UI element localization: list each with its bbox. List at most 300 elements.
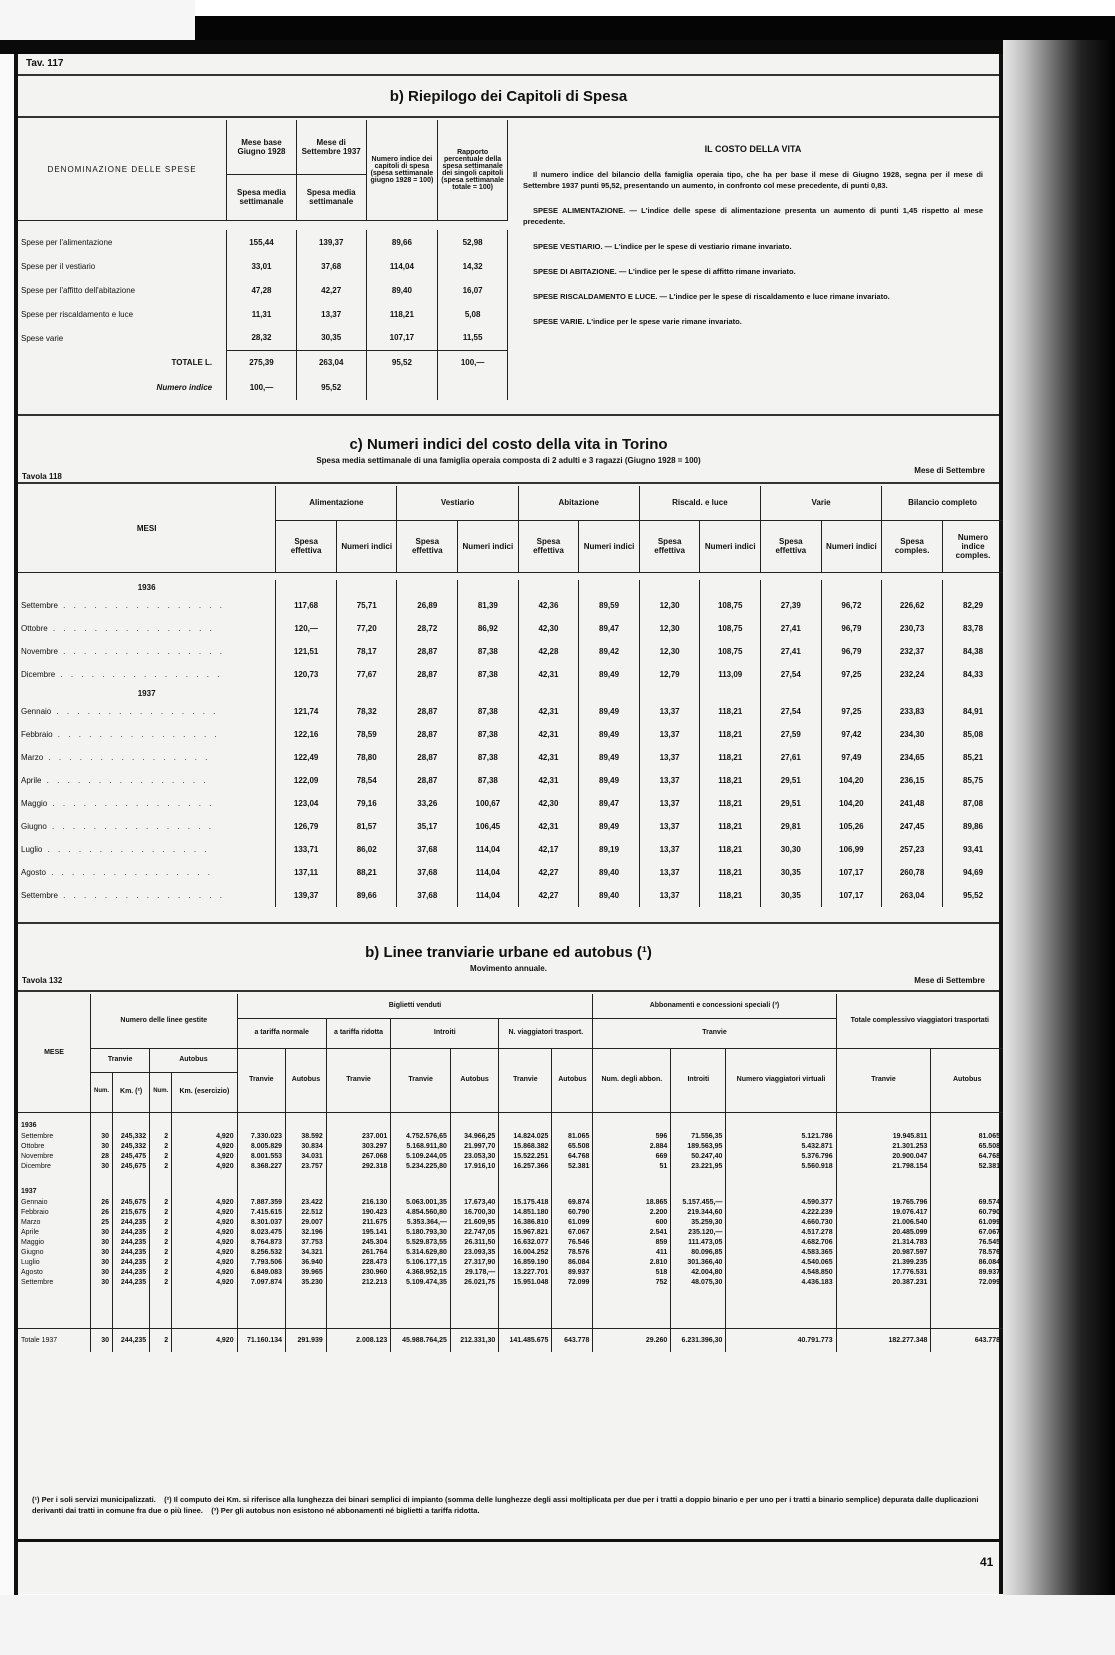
cell <box>639 580 700 594</box>
cell <box>450 1186 498 1198</box>
cell: 518 <box>593 1268 671 1278</box>
cell: 8.764.873 <box>237 1238 285 1248</box>
cell: 8.001.553 <box>237 1152 285 1162</box>
table-row <box>18 1248 1003 1258</box>
group-abb-tranvie: Tranvie <box>593 1018 836 1048</box>
cell: 245,675 <box>113 1198 150 1208</box>
cell: 752 <box>593 1278 671 1288</box>
cell: 5.529.873,55 <box>391 1238 451 1248</box>
cell <box>821 686 882 700</box>
cell: 226,62 <box>882 594 943 617</box>
cell: 8.005.829 <box>237 1142 285 1152</box>
row-label: Spese varie <box>21 333 64 343</box>
cell: 42,31 <box>518 746 579 769</box>
cell <box>593 1120 671 1132</box>
cell: 228.473 <box>326 1258 391 1268</box>
month-label <box>18 746 276 769</box>
cell: 263,04 <box>882 884 943 907</box>
cell: 16.386.810 <box>499 1218 552 1228</box>
cell: 107,17 <box>821 861 882 884</box>
cell: 89,49 <box>579 746 640 769</box>
cell: 61.099 <box>552 1218 593 1228</box>
cell: 189.563,95 <box>671 1142 726 1152</box>
cell: 27,41 <box>760 617 821 640</box>
cell: 4.222.239 <box>726 1208 836 1218</box>
cell: 2.541 <box>593 1228 671 1238</box>
cell: 7.887.359 <box>237 1198 285 1208</box>
cell: 5.063.001,35 <box>391 1198 451 1208</box>
month-label <box>18 769 276 792</box>
cell: 2.008.123 <box>326 1328 391 1352</box>
cell: 2 <box>150 1268 172 1278</box>
spacer <box>18 1112 91 1120</box>
cell <box>671 1112 726 1120</box>
cell: 30 <box>91 1228 113 1238</box>
cell <box>326 1172 391 1186</box>
cell: 33,26 <box>397 792 458 815</box>
cell <box>726 1288 836 1328</box>
group-abitazione: Abitazione <box>518 486 639 520</box>
leader-dots: . . . . . . . . . . . . . . . . <box>52 730 220 739</box>
cell: 247,45 <box>882 815 943 838</box>
cell: 42,30 <box>518 792 579 815</box>
cell: 2 <box>150 1152 172 1162</box>
cell: 245,475 <box>113 1152 150 1162</box>
group-linee-tranvie: Tranvie <box>91 1048 150 1072</box>
month-name: Gennaio <box>21 707 52 716</box>
cell: 69.574 <box>931 1198 1003 1208</box>
cell: 27,54 <box>760 700 821 723</box>
cell <box>836 1112 931 1120</box>
cell: 71.160.134 <box>237 1328 285 1352</box>
table-row <box>18 1238 1003 1248</box>
cell: 230.960 <box>326 1268 391 1278</box>
col-autobus: Autobus <box>552 1048 593 1112</box>
cell: 87,38 <box>458 769 519 792</box>
group-bilancio: Bilancio completo <box>882 486 1003 520</box>
paragraph: SPESE RISCALDAMENTO E LUCE. — L'indice per le spese di riscaldamento e luce rimane invariato. <box>533 292 890 301</box>
cell: 47,28 <box>227 278 297 302</box>
cell <box>931 1288 1003 1328</box>
cell: 28,87 <box>397 663 458 686</box>
cell: 14.851.180 <box>499 1208 552 1218</box>
col-indici: Numeri indici <box>336 520 397 572</box>
cell: 16.004.252 <box>499 1248 552 1258</box>
cell: 30,35 <box>760 861 821 884</box>
cell: 78.576 <box>931 1248 1003 1258</box>
tav117-title: b) Riepilogo dei Capitoli di Spesa <box>389 88 628 105</box>
cell: 27,39 <box>760 594 821 617</box>
cell: 89,49 <box>579 700 640 723</box>
spacer <box>18 572 1003 580</box>
group-linee-autobus: Autobus <box>150 1048 237 1072</box>
cell: 21.798.154 <box>836 1162 931 1172</box>
table-row <box>18 1228 1003 1238</box>
cell: 28,87 <box>397 746 458 769</box>
cell <box>113 1112 150 1120</box>
leader-dots: . . . . . . . . . . . . . . . . <box>51 707 219 716</box>
cell: 100,— <box>438 350 508 374</box>
tav118-subtitle: Spesa media settimanale di una famiglia operaia composta di 2 adulti e 3 ragazzi (Giugno 1928 = 100) <box>316 456 701 465</box>
scan-margin-left <box>0 54 18 1654</box>
cell: 96,72 <box>821 594 882 617</box>
cell: 42,31 <box>518 663 579 686</box>
year-label: 1936 <box>137 582 156 592</box>
cell: 15.967.821 <box>499 1228 552 1238</box>
cell: 4,920 <box>172 1218 237 1228</box>
document-page <box>18 54 1003 1594</box>
cell: 114,04 <box>458 861 519 884</box>
cell: 245.304 <box>326 1238 391 1248</box>
group-viaggiatori: N. viaggiatori trasport. <box>499 1018 593 1048</box>
cell: 16.632.077 <box>499 1238 552 1248</box>
year-row <box>18 580 1003 594</box>
cell: 118,21 <box>700 884 761 907</box>
cell: 17.673,40 <box>450 1198 498 1208</box>
cell: 19.765.796 <box>836 1198 931 1208</box>
cell: 244,235 <box>113 1218 150 1228</box>
numero-indice-label: Numero indice <box>156 382 213 392</box>
month-label <box>18 663 276 686</box>
cell: 30 <box>91 1162 113 1172</box>
cell: 5.106.177,15 <box>391 1258 451 1268</box>
cell <box>391 1172 451 1186</box>
cell: 85,21 <box>943 746 1003 769</box>
cell: 2.200 <box>593 1208 671 1218</box>
col-autobus: Autobus <box>450 1048 498 1112</box>
cell: 95,52 <box>943 884 1003 907</box>
cell: 2 <box>150 1198 172 1208</box>
cell: 5.314.629,80 <box>391 1248 451 1258</box>
cell <box>499 1120 552 1132</box>
cell: 5.432.871 <box>726 1142 836 1152</box>
cell: 28 <box>91 1152 113 1162</box>
col-tranvie: Tranvie <box>391 1048 451 1112</box>
cell <box>450 1112 498 1120</box>
cell: 2 <box>150 1162 172 1172</box>
cell: 7.097.874 <box>237 1278 285 1288</box>
cell: 38.592 <box>286 1132 327 1142</box>
cell: 230,73 <box>882 617 943 640</box>
cell <box>172 1120 237 1132</box>
numero-indice-row <box>18 374 508 400</box>
cell: 2 <box>150 1228 172 1238</box>
year-label: 1937 <box>21 1188 37 1196</box>
tav118-title: c) Numeri indici del costo della vita in Torino <box>349 436 668 453</box>
leader-dots: . . . . . . . . . . . . . . . . <box>46 822 214 831</box>
cell: 88,21 <box>336 861 397 884</box>
page-number: 41 <box>980 1555 994 1569</box>
cell: 36.940 <box>286 1258 327 1268</box>
cell: 8.023.475 <box>237 1228 285 1238</box>
cell: 600 <box>593 1218 671 1228</box>
cell: 122,16 <box>276 723 337 746</box>
month-label <box>18 884 276 907</box>
cell <box>671 1172 726 1186</box>
cell: 65.508 <box>931 1142 1003 1152</box>
cell: 35.230 <box>286 1278 327 1288</box>
cell: 42,27 <box>518 884 579 907</box>
table-row <box>18 594 1003 617</box>
cell: 263,04 <box>296 350 366 374</box>
col-spesa: Spesa effettiva <box>518 520 579 572</box>
cell: 37,68 <box>397 838 458 861</box>
cell <box>326 1288 391 1328</box>
tav117-table <box>18 120 508 400</box>
cell <box>326 1112 391 1120</box>
month-name: Novembre <box>21 647 58 656</box>
cell: 23.422 <box>286 1198 327 1208</box>
month-label <box>18 838 276 861</box>
cell <box>931 1172 1003 1186</box>
cell: 4,920 <box>172 1132 237 1142</box>
cell <box>760 686 821 700</box>
cell: 89,47 <box>579 617 640 640</box>
month-name: Giugno <box>21 822 47 831</box>
tav118-table <box>18 486 1003 907</box>
table-row <box>18 1198 1003 1208</box>
cell <box>552 1120 593 1132</box>
cell <box>336 686 397 700</box>
cell <box>286 1172 327 1186</box>
cell: 76.546 <box>552 1238 593 1248</box>
cell: 16.257.366 <box>499 1162 552 1172</box>
cell <box>836 1172 931 1186</box>
row-label: Spese per l'affitto dell'abitazione <box>21 285 136 295</box>
cell: 84,91 <box>943 700 1003 723</box>
cell: 241,48 <box>882 792 943 815</box>
cell <box>286 1186 327 1198</box>
leader-dots: . . . . . . . . . . . . . . . . <box>55 670 223 679</box>
cell <box>726 1172 836 1186</box>
cell: 60.790 <box>931 1208 1003 1218</box>
table-row <box>18 1218 1003 1228</box>
col-num: Num. <box>91 1072 113 1112</box>
cell: 120,— <box>276 617 337 640</box>
cell: 40.791.773 <box>726 1328 836 1352</box>
cell: 234,30 <box>882 723 943 746</box>
cell <box>172 1112 237 1120</box>
scan-margin-bottom <box>0 1595 1115 1655</box>
cell: 2 <box>150 1142 172 1152</box>
cell: 87,08 <box>943 792 1003 815</box>
cell: 301.366,40 <box>671 1258 726 1268</box>
col-indici: Numeri indici <box>579 520 640 572</box>
col-tranvie: Tranvie <box>237 1048 285 1112</box>
table-row <box>18 278 508 302</box>
costo-vita-heading: IL COSTO DELLA VITA <box>704 144 802 154</box>
spacer <box>18 1172 91 1186</box>
paragraph: SPESE VARIE. L'indice per le spese varie rimane invariato. <box>533 317 742 326</box>
cell <box>391 1112 451 1120</box>
cell: 78,54 <box>336 769 397 792</box>
cell <box>450 1120 498 1132</box>
cell: 29.178,— <box>450 1268 498 1278</box>
cell: 67.067 <box>552 1228 593 1238</box>
month-name: Marzo <box>21 753 44 762</box>
col-tranvie: Tranvie <box>499 1048 552 1112</box>
cell: 5.121.786 <box>726 1132 836 1142</box>
group-vestiario: Vestiario <box>397 486 518 520</box>
totale-label: TOTALE L. <box>171 357 213 367</box>
cell: 23.757 <box>286 1162 327 1172</box>
cell: 95,52 <box>296 374 366 400</box>
table-row <box>18 1162 1003 1172</box>
paragraph: SPESE ALIMENTAZIONE. — L'indice delle spese di alimentazione presenta un aumento di punti 1,45 rispetto al mese precedente. <box>523 206 983 226</box>
cell: 33,01 <box>227 254 297 278</box>
month-label <box>18 594 276 617</box>
month-name: Luglio <box>21 845 43 854</box>
month-label: Maggio <box>21 1239 44 1247</box>
cell: 28,87 <box>397 700 458 723</box>
cell: 93,41 <box>943 838 1003 861</box>
month-name: Ottobre <box>21 624 48 633</box>
table-row <box>18 861 1003 884</box>
cell: 118,21 <box>700 861 761 884</box>
table-row <box>18 1258 1003 1268</box>
cell: 28,87 <box>397 640 458 663</box>
table-row <box>18 230 508 254</box>
cell: 30 <box>91 1132 113 1142</box>
group-alimentazione: Alimentazione <box>276 486 397 520</box>
cell: 108,75 <box>700 617 761 640</box>
cell: 2 <box>150 1238 172 1248</box>
cell: 78.576 <box>552 1248 593 1258</box>
cell: 87,38 <box>458 746 519 769</box>
cell: 14.824.025 <box>499 1132 552 1142</box>
leader-dots: . . . . . . . . . . . . . . . . <box>57 891 226 900</box>
cell: 42,31 <box>518 700 579 723</box>
cell: 97,25 <box>821 663 882 686</box>
cell: 89,40 <box>579 884 640 907</box>
month-label <box>18 640 276 663</box>
cell: 219.344,60 <box>671 1208 726 1218</box>
cell <box>113 1186 150 1198</box>
cell: 87,38 <box>458 723 519 746</box>
cell: 4.752.576,65 <box>391 1132 451 1142</box>
month-label <box>18 617 276 640</box>
cell: 15.951.048 <box>499 1278 552 1288</box>
cell: 42,31 <box>518 769 579 792</box>
table-row <box>18 1208 1003 1218</box>
cell: 89.937 <box>552 1268 593 1278</box>
month-label: Febbraio <box>21 1209 49 1217</box>
cell: 6.849.083 <box>237 1268 285 1278</box>
col-spesa-compl: Spesa comples. <box>882 520 943 572</box>
col-denominazione: DENOMINAZIONE DELLE SPESE <box>47 165 197 175</box>
col-indici: Numeri indici <box>821 520 882 572</box>
cell: 4,920 <box>172 1258 237 1268</box>
month-name: Aprile <box>21 776 42 785</box>
cell <box>326 1186 391 1198</box>
month-label: Novembre <box>21 1153 54 1161</box>
cell: 21.301.253 <box>836 1142 931 1152</box>
cell: 212.331,30 <box>450 1328 498 1352</box>
col-spesa-media-sett: Spesa media settimanale <box>296 174 366 220</box>
cell: 643.778 <box>552 1328 593 1352</box>
cell: 244,235 <box>113 1278 150 1288</box>
cell: 89,66 <box>366 230 438 254</box>
month-label <box>18 792 276 815</box>
cell <box>438 374 508 400</box>
cell <box>286 1288 327 1328</box>
cell: 37,68 <box>397 884 458 907</box>
cell: 23.221,95 <box>671 1162 726 1172</box>
cell: 12,30 <box>639 594 700 617</box>
cell <box>113 1288 150 1328</box>
cell: 27,54 <box>760 663 821 686</box>
table-row <box>18 746 1003 769</box>
cell: 52.381 <box>931 1162 1003 1172</box>
col-viaggiatori-virtuali: Numero viaggiatori virtuali <box>726 1048 836 1112</box>
col-spesa: Spesa effettiva <box>397 520 458 572</box>
cell: 30,35 <box>760 884 821 907</box>
tav118-mese: Mese di Settembre <box>914 466 985 475</box>
cell: 48.075,30 <box>671 1278 726 1288</box>
cell: 13,37 <box>639 861 700 884</box>
cell <box>726 1186 836 1198</box>
cell: 4.436.183 <box>726 1278 836 1288</box>
paragraph: SPESE VESTIARIO. — L'indice per le spese di vestiario rimane invariato. <box>533 242 792 251</box>
col-indice-compl: Numero indice comples. <box>943 520 1003 572</box>
cell: 30 <box>91 1142 113 1152</box>
cell <box>458 580 519 594</box>
cell: 2 <box>150 1218 172 1228</box>
cell: 235.120,— <box>671 1228 726 1238</box>
cell <box>91 1112 113 1120</box>
leader-dots: . . . . . . . . . . . . . . . . <box>47 799 215 808</box>
cell: 118,21 <box>700 723 761 746</box>
cell: 4.548.850 <box>726 1268 836 1278</box>
cell <box>237 1112 285 1120</box>
cell: 4.854.560,80 <box>391 1208 451 1218</box>
cell <box>237 1288 285 1328</box>
cell <box>391 1120 451 1132</box>
col-mese: MESE <box>44 1049 64 1056</box>
cell: 30 <box>91 1248 113 1258</box>
table-row <box>18 1278 1003 1288</box>
cell: 12,30 <box>639 617 700 640</box>
cell: 118,21 <box>366 302 438 326</box>
divider <box>18 116 999 118</box>
year-row <box>18 686 1003 700</box>
cell <box>760 580 821 594</box>
cell: 245,332 <box>113 1132 150 1142</box>
cell: 37,68 <box>397 861 458 884</box>
cell: 15.175.418 <box>499 1198 552 1208</box>
cell: 261.764 <box>326 1248 391 1258</box>
cell: 29.007 <box>286 1218 327 1228</box>
cell <box>276 580 337 594</box>
divider <box>18 922 999 924</box>
cell: 30 <box>91 1238 113 1248</box>
cell: 84,38 <box>943 640 1003 663</box>
table-row <box>18 838 1003 861</box>
col-num-abbon: Num. degli abbon. <box>593 1048 671 1112</box>
tav132-footnotes <box>32 1494 985 1516</box>
cell: 60.790 <box>552 1208 593 1218</box>
cell: 104,20 <box>821 769 882 792</box>
cell: 118,21 <box>700 746 761 769</box>
cell: 30,30 <box>760 838 821 861</box>
cell: 84,33 <box>943 663 1003 686</box>
cell <box>91 1288 113 1328</box>
table-row <box>18 663 1003 686</box>
cell: 27,61 <box>760 746 821 769</box>
table-row <box>18 302 508 326</box>
cell: 29,51 <box>760 792 821 815</box>
cell: 32.196 <box>286 1228 327 1238</box>
